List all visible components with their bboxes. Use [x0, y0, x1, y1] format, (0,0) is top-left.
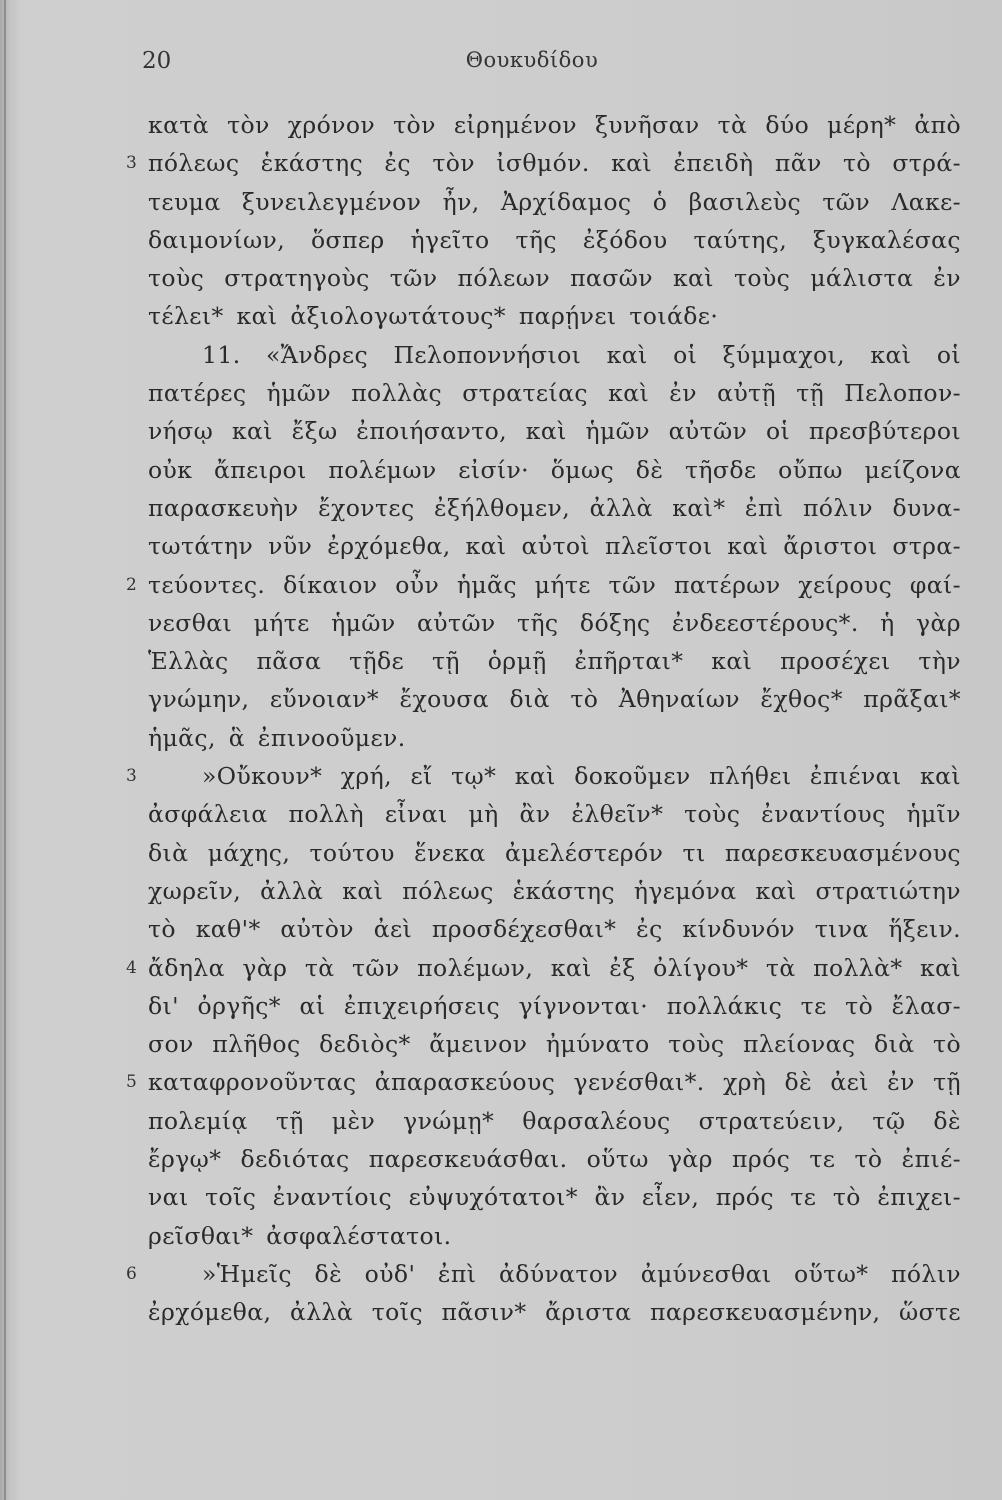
text-line [0, 910, 1002, 948]
text-line [0, 604, 1002, 642]
text-line [0, 144, 1002, 182]
line-text: διὰ μάχης, τούτου ἕνεκα ἀμελέστερόν τι παρεσκευασμένους [148, 838, 961, 867]
text-line [0, 680, 1002, 718]
text-line [0, 412, 1002, 450]
line-text: τοὺς στρατηγοὺς τῶν πόλεων πασῶν καὶ τοὺς μάλιστα ἐν [148, 264, 961, 293]
line-text: 11. «Ἄνδρες Πελοποννήσιοι καὶ οἱ ξύμμαχοι, καὶ οἱ [202, 340, 961, 369]
text-line [0, 757, 1002, 795]
text-line [0, 527, 1002, 565]
line-text: πόλεως ἑκάστης ἐς τὸν ἰσθμόν. καὶ ἐπειδὴ πᾶν τὸ στρά- [148, 149, 961, 178]
margin-line-number: 4 [126, 957, 137, 978]
line-text: Ἑλλὰς πᾶσα τῇδε τῇ ὁρμῇ ἐπῆρται* καὶ προσέχει τὴν [148, 647, 961, 676]
line-text: ἐρχόμεθα, ἀλλὰ τοῖς πᾶσιν* ἄριστα παρεσκευασμένην, ὥστε [148, 1298, 961, 1327]
text-line [0, 183, 1002, 221]
margin-line-number: 3 [126, 766, 137, 787]
line-text: καταφρονοῦντας ἀπαρασκεύους γενέσθαι*. χρὴ δὲ ἀεὶ ἐν τῇ [148, 1068, 961, 1097]
text-line [0, 1102, 1002, 1140]
line-text: τευμα ξυνειλεγμένον ἦν, Ἀρχίδαμος ὁ βασιλεὺς τῶν Λακε- [148, 187, 961, 216]
page-number: 20 [142, 48, 172, 74]
line-text: σον πλῆθος δεδιὸς* ἄμεινον ἠμύνατο τοὺς πλείονας διὰ τὸ [148, 1030, 961, 1059]
line-text: δι' ὀργῆς* αἱ ἐπιχειρήσεις γίγνονται· πολλάκις τε τὸ ἔλασ- [148, 991, 961, 1020]
margin-line-number: 2 [126, 574, 137, 595]
line-text: δαιμονίων, ὅσπερ ἡγεῖτο τῆς ἐξόδου ταύτης, ξυγκαλέσας [148, 225, 961, 254]
margin-line-number: 5 [126, 1072, 137, 1093]
line-text: ἄδηλα γὰρ τὰ τῶν πολέμων, καὶ ἐξ ὀλίγου* τὰ πολλὰ* καὶ [148, 953, 961, 982]
text-line [0, 795, 1002, 833]
text-line [0, 106, 1002, 144]
line-text: χωρεῖν, ἀλλὰ καὶ πόλεως ἑκάστης ἡγεμόνα καὶ στρατιώτην [148, 876, 961, 905]
text-line [0, 1140, 1002, 1178]
line-text: ρεῖσθαι* ἀσφαλέστατοι. [148, 1221, 452, 1250]
text-line [0, 451, 1002, 489]
text-line [0, 949, 1002, 987]
line-text: νεσθαι μήτε ἡμῶν αὐτῶν τῆς δόξης ἐνδεεστέρους*. ἡ γὰρ [148, 608, 961, 637]
line-text: ναι τοῖς ἐναντίοις εὐψυχότατοι* ἂν εἶεν, πρός τε τὸ ἐπιχει- [148, 1183, 961, 1212]
margin-line-number: 6 [126, 1263, 137, 1284]
text-line [0, 1025, 1002, 1063]
line-text: τέλει* καὶ ἀξιολογωτάτους* παρῄνει τοιάδε· [148, 302, 719, 331]
text-line [0, 297, 1002, 335]
page-header [0, 48, 1002, 84]
text-line [0, 1217, 1002, 1255]
text-line [0, 987, 1002, 1025]
line-text: οὐκ ἄπειροι πολέμων εἰσίν· ὅμως δὲ τῆσδε οὔπω μείζονα [148, 455, 961, 484]
line-text: νήσῳ καὶ ἔξω ἐποιήσαντο, καὶ ἡμῶν αὐτῶν οἱ πρεσβύτεροι [148, 417, 961, 446]
text-line [0, 872, 1002, 910]
line-text: γνώμην, εὔνοιαν* ἔχουσα διὰ τὸ Ἀθηναίων ἔχθος* πρᾶξαι* [148, 685, 961, 714]
text-line [0, 642, 1002, 680]
line-text: πολεμίᾳ τῇ μὲν γνώμῃ* θαρσαλέους στρατεύειν, τῷ δὲ [148, 1106, 961, 1135]
line-text: τωτάτην νῦν ἐρχόμεθα, καὶ αὐτοὶ πλεῖστοι καὶ ἄριστοι στρα- [148, 532, 961, 561]
line-text: κατὰ τὸν χρόνον τὸν εἰρημένον ξυνῆσαν τὰ δύο μέρη* ἀπὸ [148, 111, 961, 139]
text-line [0, 566, 1002, 604]
text-line [0, 1063, 1002, 1101]
greek-text-body [0, 106, 1002, 1332]
line-text: πατέρες ἡμῶν πολλὰς στρατείας καὶ ἐν αὐτῇ τῇ Πελοπον- [148, 379, 961, 408]
line-text: »Οὔκουν* χρή, εἴ τῳ* καὶ δοκοῦμεν πλήθει ἐπιέναι καὶ [202, 762, 961, 791]
text-line [0, 259, 1002, 297]
line-text: τεύοντες. δίκαιον οὖν ἡμᾶς μήτε τῶν πατέρων χείρους φαί- [148, 570, 961, 599]
running-head: Θουκυδίδου [465, 48, 599, 72]
line-text: ἡμᾶς, ἃ ἐπινοοῦμεν. [148, 723, 406, 752]
line-text: παρασκευὴν ἔχοντες ἐξήλθομεν, ἀλλὰ καὶ* ἐπὶ πόλιν δυνα- [148, 493, 961, 522]
line-text: τὸ καθ'* αὐτὸν ἀεὶ προσδέχεσθαι* ἐς κίνδυνόν τινα ἥξειν. [148, 915, 961, 944]
line-text: »Ἡμεῖς δὲ οὐδ' ἐπὶ ἀδύνατον ἀμύνεσθαι οὕτω* πόλιν [202, 1259, 961, 1288]
margin-line-number: 3 [126, 153, 137, 174]
text-line [0, 336, 1002, 374]
line-text: ἀσφάλεια πολλὴ εἶναι μὴ ἂν ἐλθεῖν* τοὺς ἐναντίους ἡμῖν [148, 800, 961, 829]
text-line [0, 221, 1002, 259]
text-line [0, 719, 1002, 757]
text-line [0, 1255, 1002, 1293]
text-line [0, 1178, 1002, 1216]
text-line [0, 834, 1002, 872]
text-line [0, 489, 1002, 527]
line-text: ἔργῳ* δεδιότας παρεσκευάσθαι. οὕτω γὰρ πρός τε τὸ ἐπιέ- [148, 1145, 961, 1174]
text-line [0, 1293, 1002, 1331]
text-line [0, 374, 1002, 412]
